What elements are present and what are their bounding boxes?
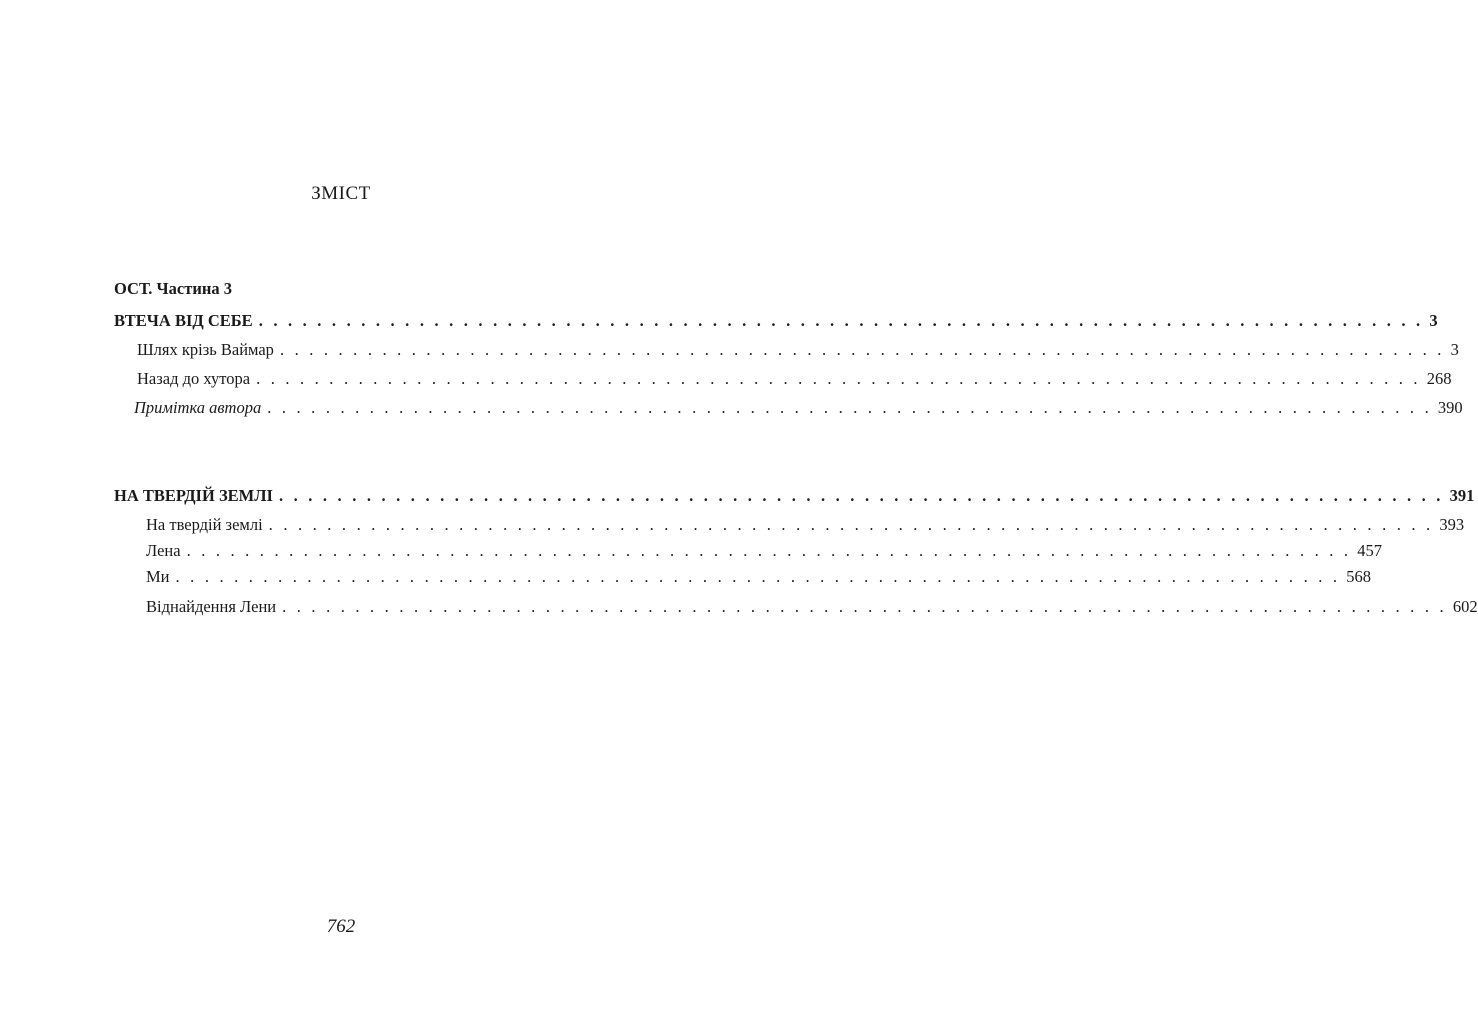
toc-page-number: 602 <box>1452 597 1478 616</box>
toc-section-title: ВТЕЧА ВІД СЕБЕ <box>114 311 253 330</box>
page-number: 762 <box>326 916 356 937</box>
page-title: ЗМІСТ <box>311 183 371 204</box>
toc-page-number: 268 <box>1426 369 1452 388</box>
toc-section-title: НА ТВЕРДІЙ ЗЕМЛІ <box>114 486 273 505</box>
toc-leader-dots: . . . . . . . . . . . . . . . . . . . . . . . . . . . . . . . . . . . . . . . . . . . . . . . . . . . . . . . . . . . . . . . . . . . . . . . . . . . . . . . . <box>175 567 1341 586</box>
toc-section-heading <box>114 311 1438 331</box>
toc-entry <box>146 567 1371 587</box>
toc-page-number: 393 <box>1439 515 1465 534</box>
toc-page-number: 3 <box>1450 340 1459 359</box>
toc-entry <box>137 340 1459 360</box>
toc-section-heading <box>114 486 1475 506</box>
toc-entry-label: Назад до хутора <box>137 369 251 388</box>
toc-entry-label: Лена <box>146 541 181 560</box>
toc-page-number: 568 <box>1346 567 1371 586</box>
toc-entry <box>137 369 1452 389</box>
toc-entry-label: Ми <box>146 567 170 586</box>
toc-page-number: 390 <box>1437 398 1463 417</box>
toc-leader-dots: . . . . . . . . . . . . . . . . . . . . . . . . . . . . . . . . . . . . . . . . . . . . . . . . . . . . . . . . . . . . . . . . . . . . . . . . . . . . . . . . <box>278 486 1444 505</box>
toc-leader-dots: . . . . . . . . . . . . . . . . . . . . . . . . . . . . . . . . . . . . . . . . . . . . . . . . . . . . . . . . . . . . . . . . . . . . . . . . . . . . . . . . <box>186 541 1352 560</box>
toc-page-number: 391 <box>1449 486 1475 505</box>
toc-leader-dots: . . . . . . . . . . . . . . . . . . . . . . . . . . . . . . . . . . . . . . . . . . . . . . . . . . . . . . . . . . . . . . . . . . . . . . . . . . . . . . . . <box>268 515 1434 534</box>
toc-entry-label: Примітка автора <box>134 398 262 417</box>
toc-entry-label: На твердій землі <box>146 515 263 534</box>
toc-entry-label: Шлях крізь Ваймар <box>137 340 274 359</box>
toc-leader-dots: . . . . . . . . . . . . . . . . . . . . . . . . . . . . . . . . . . . . . . . . . . . . . . . . . . . . . . . . . . . . . . . . . . . . . . . . . . . . . . . . <box>279 340 1445 359</box>
toc-entry-label: Віднайдення Лени <box>146 597 277 616</box>
toc-entry <box>146 515 1465 535</box>
toc-entry <box>146 541 1382 561</box>
toc-page-number: 457 <box>1357 541 1382 560</box>
part-heading: ОСТ. Частина 3 <box>114 279 232 298</box>
toc-page-number: 3 <box>1429 311 1438 330</box>
toc-leader-dots: . . . . . . . . . . . . . . . . . . . . . . . . . . . . . . . . . . . . . . . . . . . . . . . . . . . . . . . . . . . . . . . . . . . . . . . . . . . . . . . . <box>258 311 1424 330</box>
toc-leader-dots: . . . . . . . . . . . . . . . . . . . . . . . . . . . . . . . . . . . . . . . . . . . . . . . . . . . . . . . . . . . . . . . . . . . . . . . . . . . . . . . . <box>256 369 1421 388</box>
toc-leader-dots: . . . . . . . . . . . . . . . . . . . . . . . . . . . . . . . . . . . . . . . . . . . . . . . . . . . . . . . . . . . . . . . . . . . . . . . . . . . . . . . . <box>282 597 1447 616</box>
toc-leader-dots: . . . . . . . . . . . . . . . . . . . . . . . . . . . . . . . . . . . . . . . . . . . . . . . . . . . . . . . . . . . . . . . . . . . . . . . . . . . . . . . . <box>267 398 1432 417</box>
toc-entry <box>134 398 1463 418</box>
toc-entry <box>146 597 1478 617</box>
